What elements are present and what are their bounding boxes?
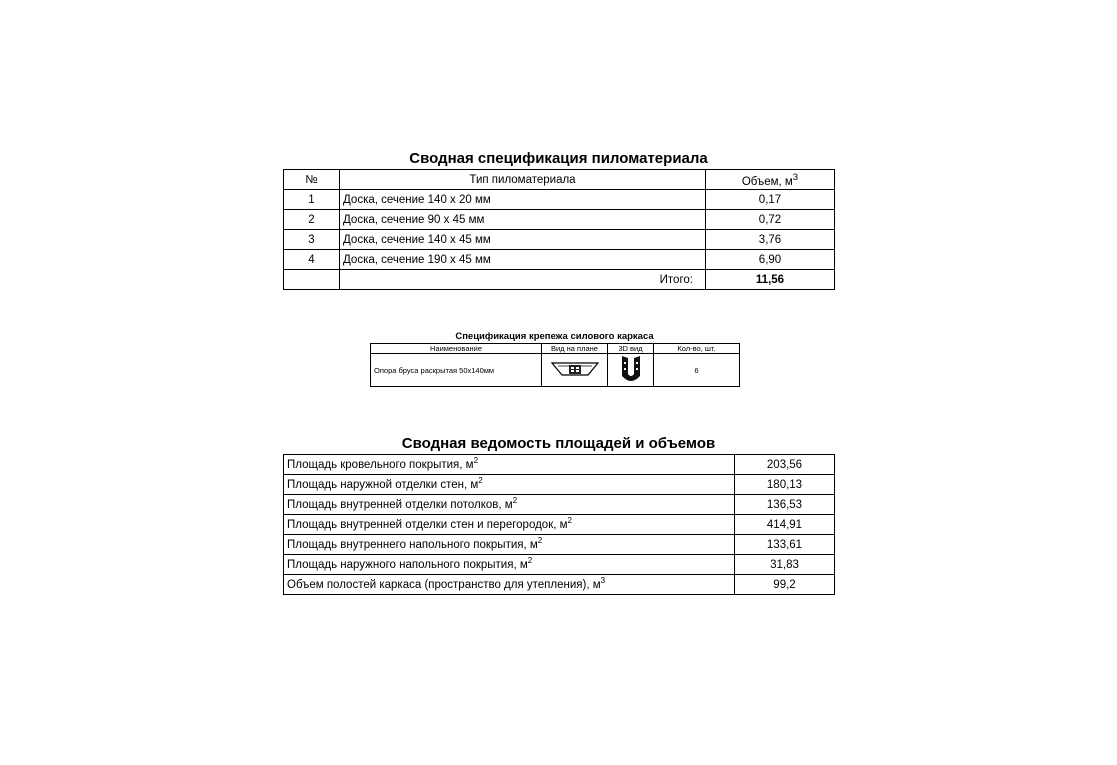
row-value: 99,2	[735, 575, 835, 595]
table-row	[284, 555, 835, 575]
table-row	[284, 495, 835, 515]
row-volume: 0,17	[706, 190, 835, 210]
fastener-spec-title: Спецификация крепежа силового каркаса	[455, 331, 654, 342]
areas-spec	[283, 434, 834, 595]
row-label: Площадь внутреннего напольного покрытия, $м^2$	[284, 535, 735, 555]
lumber-spec	[283, 149, 834, 290]
lumber-spec-table	[283, 169, 835, 290]
header-type: Тип пиломатериала	[340, 170, 706, 190]
areas-spec-table	[283, 454, 835, 595]
row-type: Доска, сечение 140 х 20 мм	[340, 190, 706, 210]
row-value: 136,53	[735, 495, 835, 515]
row-label: Площадь наружной отделки стен, $м^2$	[284, 475, 735, 495]
table-row	[284, 475, 835, 495]
row-num: 2	[284, 210, 340, 230]
table-header-row	[371, 344, 740, 354]
row-value: 31,83	[735, 555, 835, 575]
row-type: Доска, сечение 140 х 45 мм	[340, 230, 706, 250]
table-row	[284, 230, 835, 250]
row-value: 180,13	[735, 475, 835, 495]
row-label: Площадь внутренней отделки стен и перегородок, $м^2$	[284, 515, 735, 535]
row-type: Доска, сечение 190 х 45 мм	[340, 250, 706, 270]
fastener-spec	[370, 331, 739, 387]
lumber-spec-title: Сводная спецификация пиломатериала	[409, 150, 708, 167]
header-volume: Объем, $м^3$	[706, 170, 835, 190]
table-row	[284, 210, 835, 230]
row-name: Опора бруса раскрытая 50х140мм	[371, 354, 542, 387]
fastener-spec-table	[370, 343, 740, 387]
row-3d-view	[608, 354, 654, 387]
total-row	[284, 270, 835, 290]
row-num: 3	[284, 230, 340, 250]
bracket-3d-icon	[619, 354, 643, 384]
table-row	[371, 354, 740, 387]
header-3d-view: 3D вид	[608, 344, 654, 354]
table-row	[284, 515, 835, 535]
row-type: Доска, сечение 90 х 45 мм	[340, 210, 706, 230]
total-value: 11,56	[706, 270, 835, 290]
table-row	[284, 455, 835, 475]
row-qty: 6	[654, 354, 740, 387]
areas-spec-title: Сводная ведомость площадей и объемов	[401, 435, 716, 452]
row-value: 133,61	[735, 535, 835, 555]
bracket-plan-icon	[550, 361, 600, 377]
row-plan-view	[542, 354, 608, 387]
row-volume: 6,90	[706, 250, 835, 270]
header-plan-view: Вид на плане	[542, 344, 608, 354]
table-header-row	[284, 170, 835, 190]
row-value: 203,56	[735, 455, 835, 475]
total-label: Итого:	[340, 270, 706, 290]
row-volume: 3,76	[706, 230, 835, 250]
row-volume: 0,72	[706, 210, 835, 230]
row-num: 1	[284, 190, 340, 210]
row-num: 4	[284, 250, 340, 270]
total-empty-cell	[284, 270, 340, 290]
row-label: Площадь наружного напольного покрытия, $м^2$	[284, 555, 735, 575]
table-row	[284, 250, 835, 270]
row-value: 414,91	[735, 515, 835, 535]
header-num: №	[284, 170, 340, 190]
row-label: Объем полостей каркаса (пространство для утепления), $м^3$	[284, 575, 735, 595]
row-label: Площадь кровельного покрытия, $м^2$	[284, 455, 735, 475]
table-row	[284, 190, 835, 210]
table-row	[284, 575, 835, 595]
header-qty: Кол-во, шт.	[654, 344, 740, 354]
row-label: Площадь внутренней отделки потолков, $м^2$	[284, 495, 735, 515]
header-name: Наименование	[371, 344, 542, 354]
table-row	[284, 535, 835, 555]
